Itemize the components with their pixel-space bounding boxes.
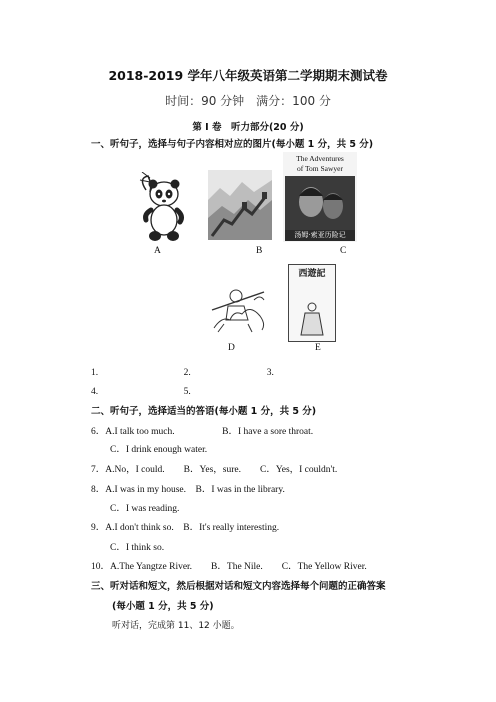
question-10: 10．A.The Yangtze River. B．The Nile. C．The Yellow River. xyxy=(91,562,367,572)
tom-sawyer-book-image xyxy=(283,152,357,242)
great-wall-image xyxy=(208,170,272,240)
label-a: A xyxy=(154,246,161,256)
label-c: C xyxy=(340,246,347,256)
monkey-king-image xyxy=(208,280,268,336)
section-3-heading-cont: (每小题 1 分，共 5 分) xyxy=(112,601,214,612)
question-9: 9．A.I don't think so. B．It's really interesting. xyxy=(91,523,280,533)
section-2-heading: 二、听句子，选择适当的答语(每小题 1 分，共 5 分) xyxy=(91,406,317,417)
exam-info: 时间：90 分钟 满分：100 分 xyxy=(165,94,331,108)
section-3-heading: 三、听对话和短文，然后根据对话和短文内容选择每个问题的正确答案 xyxy=(91,581,386,592)
journey-to-the-west-book-image xyxy=(288,264,336,342)
panda-image xyxy=(128,172,190,244)
question-7: 7．A.No，I could. B．Yes，sure. C．Yes，I couldn't. xyxy=(91,465,338,475)
question-6-option-c: C．I drink enough water. xyxy=(110,445,208,455)
answer-blanks-row-1: 1. 2. 3. xyxy=(91,368,274,378)
part-heading: 第 I 卷 听力部分(20 分) xyxy=(192,122,304,133)
section-1-heading: 一、听句子，选择与句子内容相对应的图片(每小题 1 分，共 5 分) xyxy=(91,139,374,150)
xiyouji-title: 西遊記 xyxy=(298,269,326,279)
section-3-note: 听对话，完成第 11、12 小题。 xyxy=(112,621,240,631)
page-title: 2018-2019 学年八年级英语第二学期期末测试卷 xyxy=(108,68,388,83)
book-title-line1: The Adventures xyxy=(296,154,344,163)
question-8: 8．A.I was in my house. B．I was in the library. xyxy=(91,485,285,495)
question-8-option-c: C．I was reading. xyxy=(110,504,180,514)
label-b: B xyxy=(256,246,263,256)
tom-sawyer-portrait xyxy=(285,176,355,230)
question-6: 6．A.I talk too much. B．I have a sore throat. xyxy=(91,427,314,437)
book-title-line2: of Tom Sawyer xyxy=(297,164,343,173)
question-9-option-c: C．I think so. xyxy=(110,543,165,553)
answer-blanks-row-2: 4. 5. xyxy=(91,387,191,397)
label-e: E xyxy=(315,343,321,353)
book-cn-title: 汤姆·索亚历险记 xyxy=(285,230,355,241)
xiyouji-figure xyxy=(297,301,327,337)
label-d: D xyxy=(228,343,235,353)
